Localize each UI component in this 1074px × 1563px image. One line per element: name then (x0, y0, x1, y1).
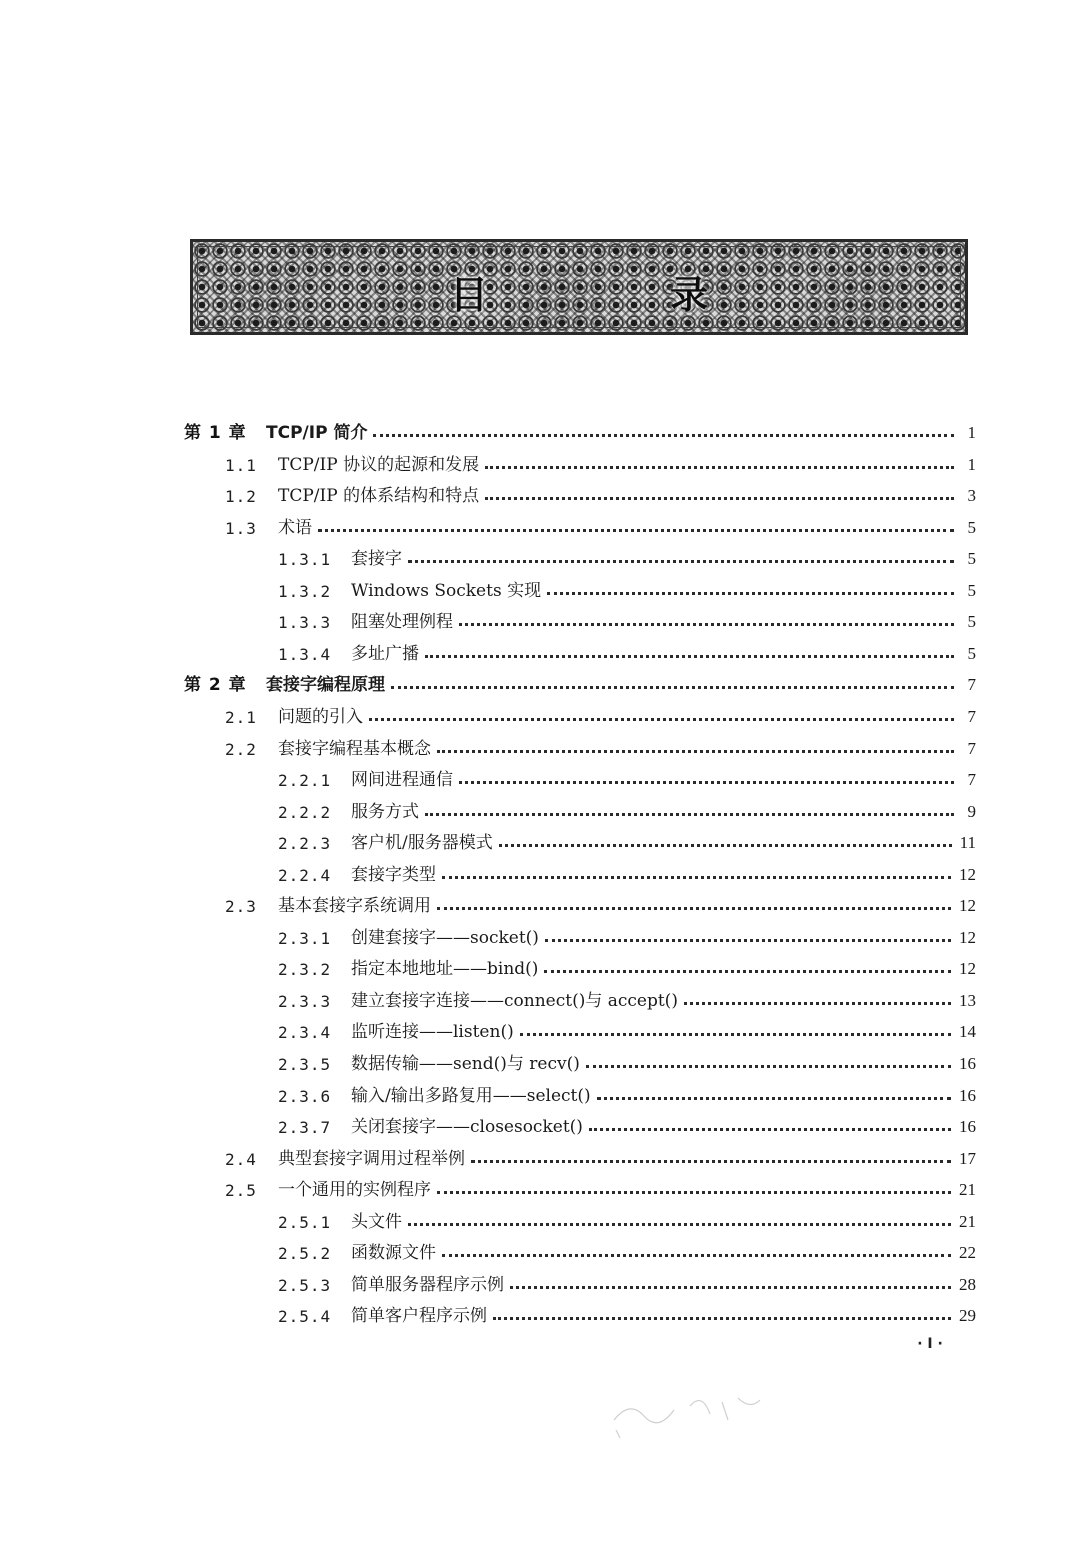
toc-entry-number: 1.3.1 (278, 550, 332, 570)
toc-entry[interactable] (278, 543, 976, 569)
dot-leader (510, 1286, 951, 1289)
toc-entry[interactable] (278, 1048, 976, 1074)
toc-entry-page: 16 (959, 1117, 976, 1137)
dot-leader (437, 1191, 951, 1194)
toc-entry-number: 2.5.1 (278, 1212, 332, 1232)
toc-entry[interactable] (278, 638, 976, 664)
toc-entry-number: 2.3 (225, 897, 257, 917)
dot-leader (485, 497, 954, 500)
toc-heading-banner (190, 239, 968, 335)
toc-entry-number: 2.5.4 (278, 1307, 332, 1327)
dot-leader (369, 718, 954, 721)
toc-entry[interactable] (184, 669, 976, 695)
toc-entry-title: 简单客户程序示例 (351, 1306, 487, 1327)
toc-entry-title: 指定本地地址——bind() (351, 959, 539, 980)
toc-entry-number: 2.3.4 (278, 1023, 332, 1043)
toc-entry-number: 2.3.7 (278, 1118, 332, 1138)
toc-entry-title: 多址广播 (351, 643, 419, 664)
dot-leader (545, 939, 951, 942)
dot-leader (391, 686, 954, 689)
toc-entry-page: 3 (967, 486, 976, 506)
toc-entry-title: 关闭套接字——closesocket() (351, 1117, 583, 1138)
toc-entry-number: 2.3.1 (278, 928, 332, 948)
toc-entry-page: 12 (959, 959, 976, 979)
toc-entry-title: Windows Sockets 实现 (351, 580, 542, 601)
toc-entry-number: 第 1 章 (184, 423, 247, 443)
toc-entry-number: 2.4 (225, 1149, 257, 1169)
toc-entry-number: 2.5 (225, 1181, 257, 1201)
toc-entry-number: 1.3.2 (278, 581, 332, 601)
faint-library-stamp (610, 1380, 770, 1440)
toc-entry-title: 术语 (278, 517, 312, 538)
toc-entry-page: 5 (967, 549, 976, 569)
toc-entry-number: 第 2 章 (184, 675, 247, 696)
toc-entry-title: 网间进程通信 (351, 770, 453, 791)
dot-leader (425, 813, 954, 816)
dot-leader (442, 876, 951, 879)
toc-entry[interactable] (225, 890, 976, 916)
toc-entry-page: 7 (967, 706, 976, 726)
toc-entry[interactable] (278, 764, 976, 790)
toc-entry-page: 21 (959, 1180, 976, 1200)
toc-entry-number: 1.3.3 (278, 613, 332, 633)
toc-entry[interactable] (278, 575, 976, 601)
page-folio: · Ⅰ · (917, 1336, 943, 1352)
toc-entry-number: 2.3.2 (278, 960, 332, 980)
dot-leader (437, 907, 951, 910)
toc-entry[interactable] (278, 1237, 976, 1263)
toc-entry-title: 客户机/服务器模式 (351, 833, 493, 854)
toc-entry-number: 1.3 (225, 518, 257, 538)
toc-entry-title: 问题的引入 (278, 706, 363, 727)
toc-entry[interactable] (278, 827, 976, 853)
toc-entry-number: 2.3.6 (278, 1086, 332, 1106)
toc-entry[interactable] (278, 1269, 976, 1295)
toc-entry-number: 1.1 (225, 455, 257, 475)
toc-entry[interactable] (278, 1300, 976, 1326)
toc-entry-number: 2.3.5 (278, 1055, 332, 1074)
toc-entry-title: 数据传输——send()与 recv() (351, 1054, 580, 1074)
toc-entry[interactable] (225, 1143, 976, 1169)
toc-entry-title: 输入/输出多路复用——select() (351, 1085, 591, 1106)
toc-entry-page: 16 (959, 1054, 976, 1073)
toc-entry[interactable] (225, 733, 976, 759)
toc-entry-page: 16 (959, 1085, 976, 1105)
toc-entry-page: 9 (967, 801, 976, 821)
toc-entry[interactable] (278, 859, 976, 885)
toc-entry-page: 22 (959, 1243, 976, 1263)
toc-entry-page: 7 (967, 675, 976, 695)
toc-entry[interactable] (184, 417, 976, 443)
toc-entry-title: 函数源文件 (351, 1243, 436, 1264)
toc-entry-title: 典型套接字调用过程举例 (278, 1148, 465, 1169)
dot-leader (408, 1223, 951, 1226)
toc-entry-number: 2.5.2 (278, 1244, 332, 1264)
toc-entry-number: 2.1 (225, 707, 257, 727)
toc-entry-page: 12 (959, 896, 976, 916)
toc-entry-title: 套接字类型 (351, 864, 436, 885)
toc-entry-number: 2.2 (225, 739, 257, 759)
toc-entry[interactable] (278, 1080, 976, 1106)
toc-entry[interactable] (278, 796, 976, 822)
toc-entry-title: TCP/IP 协议的起源和发展 (278, 454, 480, 475)
toc-entry-page: 5 (967, 612, 976, 632)
toc-entry-title: 监听连接——listen() (351, 1022, 514, 1043)
toc-entry-page: 7 (967, 770, 976, 790)
dot-leader (520, 1033, 951, 1036)
toc-entry-title: 创建套接字——socket() (351, 927, 539, 948)
toc-entry-page: 12 (959, 927, 976, 947)
dot-leader (459, 781, 954, 784)
toc-entry-title: 一个通用的实例程序 (278, 1180, 431, 1201)
toc-entry-page: 7 (967, 738, 976, 758)
toc-entry[interactable] (225, 480, 976, 506)
toc-entry-page: 1 (967, 423, 976, 442)
toc-entry[interactable] (278, 922, 976, 948)
toc-entry-page: 5 (967, 517, 976, 537)
dot-leader (684, 1002, 951, 1005)
toc-entry-page: 14 (959, 1022, 976, 1042)
toc-entry[interactable] (225, 512, 976, 538)
page-title: 目 录 (449, 273, 780, 317)
toc-entry-title: 基本套接字系统调用 (278, 896, 431, 917)
toc-entry-page: 12 (959, 864, 976, 884)
toc-entry-title: 服务方式 (351, 801, 419, 822)
dot-leader (459, 623, 954, 626)
toc-entry-page: 21 (959, 1211, 976, 1231)
dot-leader (425, 655, 954, 658)
toc-entry[interactable] (278, 1111, 976, 1137)
toc-entry-page: 5 (967, 643, 976, 663)
dot-leader (493, 1317, 951, 1320)
toc-entry[interactable] (278, 953, 976, 979)
dot-leader (485, 466, 954, 469)
toc-entry-page: 5 (967, 580, 976, 600)
toc-entry-number: 2.2.4 (278, 865, 332, 885)
toc-entry-title: 阻塞处理例程 (351, 612, 453, 633)
toc-entry-title: 头文件 (351, 1211, 402, 1232)
dot-leader (442, 1254, 951, 1257)
toc-entry-page: 13 (959, 990, 976, 1010)
toc-entry-number: 1.2 (225, 487, 257, 507)
toc-entry[interactable] (278, 1206, 976, 1232)
toc-entry-title: 套接字 (351, 549, 402, 570)
toc-entry[interactable] (225, 449, 976, 475)
toc-entry-page: 29 (959, 1306, 976, 1326)
dot-leader (408, 560, 954, 563)
toc-entry-page: 17 (959, 1148, 976, 1168)
toc-entry-number: 2.5.3 (278, 1275, 332, 1295)
dot-leader (597, 1097, 951, 1100)
dot-leader (589, 1128, 951, 1131)
toc-entry-page: 1 (967, 454, 976, 474)
dot-leader (471, 1160, 951, 1163)
toc-entry[interactable] (278, 1016, 976, 1042)
toc-entry[interactable] (278, 606, 976, 632)
toc-entry-number: 2.2.2 (278, 802, 332, 822)
toc-entry-title: TCP/IP 的体系结构和特点 (278, 486, 480, 507)
toc-entry[interactable] (225, 701, 976, 727)
toc-entry[interactable] (278, 985, 976, 1011)
dot-leader (437, 750, 954, 753)
toc-entry-title: 简单服务器程序示例 (351, 1274, 504, 1295)
toc-entry-number: 2.3.3 (278, 991, 332, 1011)
toc-entry-title: TCP/IP 简介 (266, 423, 368, 443)
toc-entry-page: 28 (959, 1274, 976, 1294)
dot-leader (544, 970, 951, 973)
toc-entry-title: 套接字编程原理 (266, 675, 385, 696)
dot-leader (373, 434, 954, 437)
dot-leader (499, 844, 952, 847)
toc-entry-number: 2.2.3 (278, 834, 332, 854)
dot-leader (318, 529, 954, 532)
toc-entry-title: 建立套接字连接——connect()与 accept() (351, 990, 678, 1011)
toc-entry-title: 套接字编程基本概念 (278, 738, 431, 759)
toc-entry-number: 1.3.4 (278, 644, 332, 664)
toc-entry-number: 2.2.1 (278, 771, 332, 791)
dot-leader (586, 1065, 951, 1068)
toc-entry[interactable] (225, 1174, 976, 1200)
dot-leader (547, 592, 954, 595)
toc-entry-page: 11 (959, 833, 976, 853)
